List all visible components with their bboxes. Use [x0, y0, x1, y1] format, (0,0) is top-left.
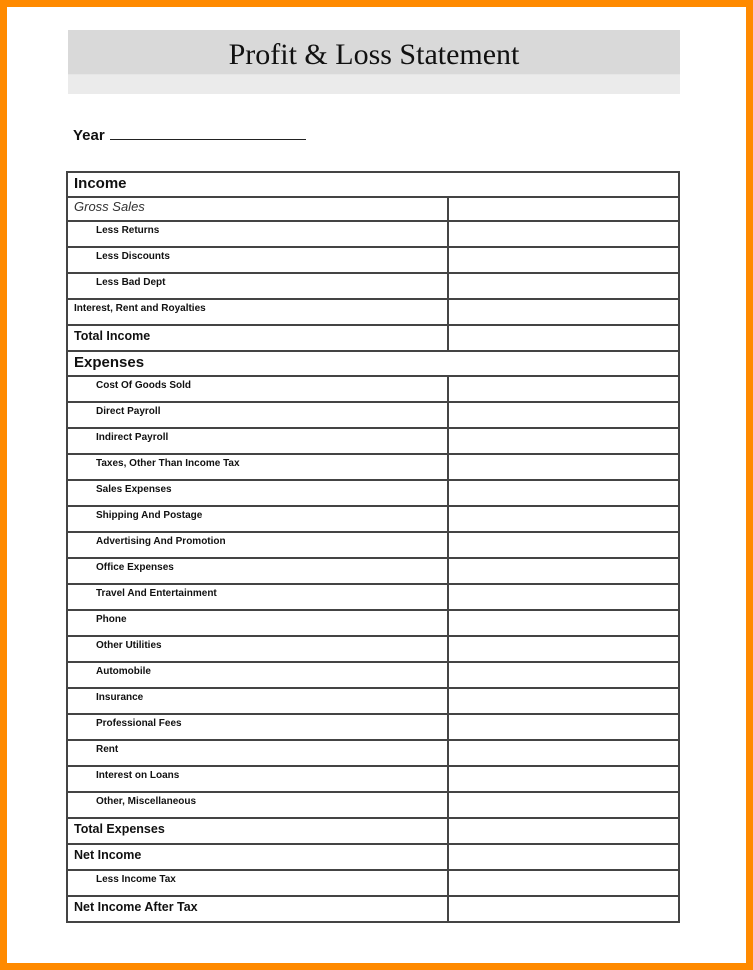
row-label: Phone: [67, 610, 448, 636]
pl-table: [66, 171, 680, 923]
row-label: Less Income Tax: [67, 870, 448, 896]
amount-cell[interactable]: [448, 870, 679, 896]
row-label: Taxes, Other Than Income Tax: [67, 454, 448, 480]
expense-item-row: [67, 610, 679, 636]
amount-cell[interactable]: [448, 428, 679, 454]
row-label: Automobile: [67, 662, 448, 688]
gross-sales-row: [67, 197, 679, 221]
expense-item-row: [67, 636, 679, 662]
total-expenses-row: [67, 818, 679, 844]
row-label: Less Bad Dept: [67, 273, 448, 299]
row-label: Total Income: [67, 325, 448, 351]
year-label: Year: [73, 127, 105, 144]
expense-item-row: [67, 766, 679, 792]
row-label: Interest on Loans: [67, 766, 448, 792]
expense-item-row: [67, 584, 679, 610]
amount-cell[interactable]: [448, 273, 679, 299]
net-income-row: [67, 844, 679, 870]
expense-item-row: [67, 688, 679, 714]
amount-cell[interactable]: [448, 402, 679, 428]
expense-item-row: [67, 376, 679, 402]
amount-cell[interactable]: [448, 792, 679, 818]
amount-cell[interactable]: [448, 740, 679, 766]
expenses-header: [67, 351, 679, 376]
amount-cell[interactable]: [448, 197, 679, 221]
amount-cell[interactable]: [448, 714, 679, 740]
amount-cell[interactable]: [448, 247, 679, 273]
row-label: Gross Sales: [67, 197, 448, 221]
row-label: Expenses: [67, 351, 679, 376]
less-income-tax-row: [67, 870, 679, 896]
row-label: Cost Of Goods Sold: [67, 376, 448, 402]
amount-cell[interactable]: [448, 299, 679, 325]
income-item-row: [67, 221, 679, 247]
row-label: Income: [67, 172, 679, 197]
row-label: Other, Miscellaneous: [67, 792, 448, 818]
row-label: Advertising And Promotion: [67, 532, 448, 558]
row-label: Net Income After Tax: [67, 896, 448, 922]
income-item-row: [67, 247, 679, 273]
amount-cell[interactable]: [448, 454, 679, 480]
expense-item-row: [67, 402, 679, 428]
page-title: Profit & Loss Statement: [228, 38, 520, 71]
row-label: Indirect Payroll: [67, 428, 448, 454]
amount-cell[interactable]: [448, 818, 679, 844]
amount-cell[interactable]: [448, 662, 679, 688]
amount-cell[interactable]: [448, 221, 679, 247]
amount-cell[interactable]: [448, 376, 679, 402]
expense-item-row: [67, 454, 679, 480]
income-header: [67, 172, 679, 197]
net-income-after-tax-row: [67, 896, 679, 922]
row-label: Sales Expenses: [67, 480, 448, 506]
year-input-line[interactable]: [110, 125, 306, 140]
row-label: Net Income: [67, 844, 448, 870]
expense-item-row: [67, 792, 679, 818]
row-label: Shipping And Postage: [67, 506, 448, 532]
expense-item-row: [67, 714, 679, 740]
amount-cell[interactable]: [448, 480, 679, 506]
total-income-row: [67, 325, 679, 351]
amount-cell[interactable]: [448, 636, 679, 662]
amount-cell[interactable]: [448, 558, 679, 584]
amount-cell[interactable]: [448, 844, 679, 870]
row-label: Other Utilities: [67, 636, 448, 662]
amount-cell[interactable]: [448, 766, 679, 792]
expense-item-row: [67, 428, 679, 454]
row-label: Less Discounts: [67, 247, 448, 273]
amount-cell[interactable]: [448, 584, 679, 610]
amount-cell[interactable]: [448, 688, 679, 714]
row-label: Insurance: [67, 688, 448, 714]
row-label: Office Expenses: [67, 558, 448, 584]
row-label: Interest, Rent and Royalties: [67, 299, 448, 325]
amount-cell[interactable]: [448, 325, 679, 351]
expense-item-row: [67, 558, 679, 584]
expense-item-row: [67, 506, 679, 532]
interest-rent-royalties-row: [67, 299, 679, 325]
expense-item-row: [67, 740, 679, 766]
row-label: Travel And Entertainment: [67, 584, 448, 610]
row-label: Less Returns: [67, 221, 448, 247]
row-label: Direct Payroll: [67, 402, 448, 428]
amount-cell[interactable]: [448, 610, 679, 636]
row-label: Rent: [67, 740, 448, 766]
amount-cell[interactable]: [448, 506, 679, 532]
expense-item-row: [67, 480, 679, 506]
amount-cell[interactable]: [448, 532, 679, 558]
amount-cell[interactable]: [448, 896, 679, 922]
expense-item-row: [67, 662, 679, 688]
title-banner: [68, 30, 680, 94]
row-label: Total Expenses: [67, 818, 448, 844]
year-field: [73, 125, 306, 144]
row-label: Professional Fees: [67, 714, 448, 740]
expense-item-row: [67, 532, 679, 558]
income-item-row: [67, 273, 679, 299]
